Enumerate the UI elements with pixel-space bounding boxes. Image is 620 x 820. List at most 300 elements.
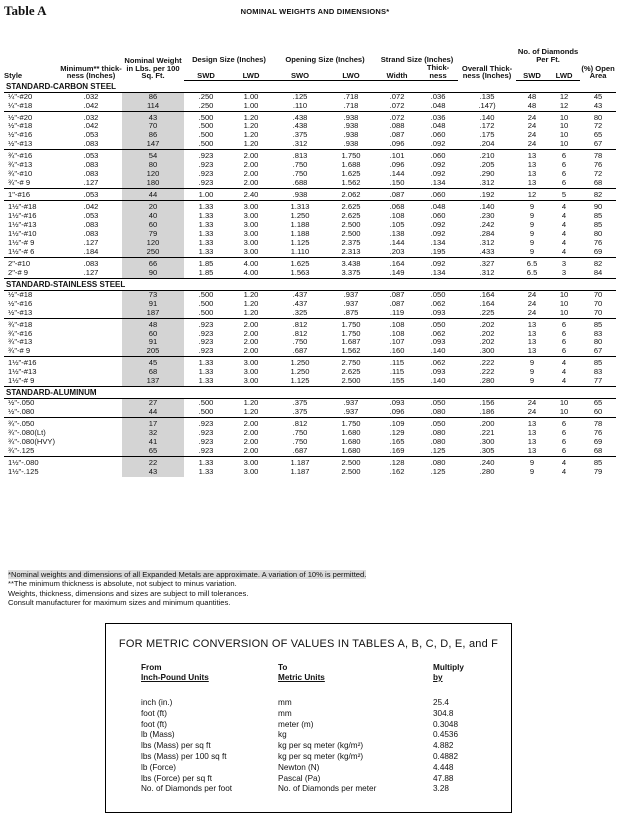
metric-from-units: Inch-Pound Units (141, 673, 209, 682)
cell-sw: 1.33 (198, 376, 214, 386)
cell-lw: 1.20 (243, 298, 259, 308)
cell-width: .203 (389, 246, 405, 256)
cell-lwo: 2.062 (326, 189, 376, 201)
cell-open: 90 (580, 201, 616, 212)
cell-style: ¼"-#20 (8, 91, 33, 101)
cell-sw: .500 (198, 130, 214, 140)
cell-width: .093 (389, 398, 405, 408)
cell-dlwd: 10 (559, 289, 569, 299)
table-row (4, 429, 616, 438)
cell-dlwd: 6 (561, 328, 567, 338)
cell-dswd: 9 (516, 201, 548, 212)
cell-min (60, 368, 122, 377)
cell-swo: 1.125 (290, 237, 310, 247)
metric-from-cell: foot (ft) (141, 719, 167, 729)
cell-min: .184 (83, 246, 99, 256)
cell-overall: .300 (479, 346, 495, 356)
cell-style: ½"-#20 (4, 111, 60, 122)
cell-lw: 1.20 (243, 121, 259, 131)
cell-dlwd: 4 (561, 237, 567, 247)
cell-swo: .437 (292, 298, 308, 308)
cell-swo: 1.563 (290, 267, 310, 277)
cell-wt: 44 (122, 189, 184, 201)
cell-wt: 66 (122, 257, 184, 268)
cell-sw: 1.33 (184, 456, 228, 467)
footnote: Weights, thickness, dimensions and sizes are subject to mill tolerances. (8, 588, 249, 598)
metric-from-cell: lbs (Force) per sq ft (141, 773, 212, 783)
table-row (4, 140, 616, 149)
cell-thick: .080 (418, 456, 458, 467)
cell-lw: 3.00 (243, 376, 259, 386)
cell-thick: .092 (418, 257, 458, 268)
cell-dlwd: 6 (561, 437, 567, 447)
cell-width: .160 (389, 346, 405, 356)
cell-lw: 3.00 (243, 237, 259, 247)
cell-lwo: .718 (343, 91, 359, 101)
cell-lwo: 1.750 (341, 328, 361, 338)
cell-dswd: 24 (527, 407, 537, 417)
cell-dlwd: 6 (561, 178, 567, 188)
cell-dswd: 24 (527, 307, 537, 317)
cell-swo: .325 (292, 307, 308, 317)
cell-min: .032 (60, 111, 122, 122)
cell-swo: 1.250 (274, 357, 326, 368)
cell-width: .165 (389, 437, 405, 447)
cell-sw: .923 (198, 169, 214, 179)
header-strand-size: Strand Size (Inches) (380, 55, 454, 65)
cell-width: .107 (389, 337, 405, 347)
cell-sw: 1.33 (184, 201, 228, 212)
cell-dswd: 9 (529, 466, 535, 476)
cell-style: ¾"-.080(Lt) (8, 428, 46, 438)
cell-swo: .375 (292, 407, 308, 417)
cell-open: 70 (593, 289, 603, 299)
cell-swo: .438 (274, 111, 326, 122)
header-lwd: LWD (228, 64, 274, 80)
cell-wt: 41 (122, 438, 184, 447)
cell-wt: 80 (122, 161, 184, 170)
cell-width: .115 (376, 357, 418, 368)
cell-sw: .923 (184, 318, 228, 329)
cell-overall: .222 (479, 367, 495, 377)
cell-dlwd: 10 (548, 111, 580, 122)
cell-sw: 1.33 (198, 228, 214, 238)
cell-lwo: 1.688 (341, 160, 361, 170)
footnote: *Nominal weights and dimensions of all Expanded Metals are approximate. A variation of 10% is permitted. (8, 570, 367, 579)
cell-dswd: 13 (516, 150, 548, 161)
cell-overall: .205 (479, 160, 495, 170)
cell-thick: .195 (430, 246, 446, 256)
cell-sw: .250 (198, 100, 214, 110)
cell-sw: 1.33 (198, 237, 214, 247)
cell-sw: 1.33 (184, 357, 228, 368)
cell-lw: 2.00 (228, 150, 274, 161)
cell-style: 2"-#10 (4, 257, 60, 268)
table-row (4, 189, 616, 201)
cell-overall: .222 (458, 357, 516, 368)
cell-lw: 2.00 (228, 418, 274, 429)
cell-sw: .923 (198, 160, 214, 170)
cell-dlwd: 6 (561, 446, 567, 455)
cell-min: .083 (83, 160, 99, 170)
cell-wt: 54 (122, 150, 184, 161)
cell-dlwd: 10 (559, 407, 569, 417)
cell-style: ¾"-# 9 (8, 346, 31, 356)
cell-dswd: 48 (527, 100, 537, 110)
section-title: STANDARD-CARBON STEEL (4, 80, 616, 92)
cell-wt: 70 (122, 122, 184, 131)
cell-dswd: 24 (527, 130, 537, 140)
cell-thick: .060 (418, 150, 458, 161)
cell-lw: 2.00 (243, 446, 259, 455)
cell-thick: .080 (430, 407, 446, 417)
header-overall-thickness: Overall Thick- ness (Inches) (461, 63, 513, 81)
cell-dswd: 24 (527, 139, 537, 149)
cell-wt: 250 (122, 248, 184, 257)
table-row (4, 102, 616, 111)
cell-overall: .135 (479, 91, 495, 101)
table-row (4, 438, 616, 447)
cell-lw: 1.20 (243, 139, 259, 149)
cell-overall: .175 (479, 130, 495, 140)
cell-lw: 1.20 (243, 407, 259, 417)
cell-sw: .923 (198, 178, 214, 188)
cell-swo: 1.187 (290, 466, 310, 476)
metric-to-header (278, 663, 325, 683)
cell-style: 1½"-#13 (8, 219, 37, 229)
metric-factor-cell: 0.4882 (433, 751, 459, 761)
cell-open: 69 (593, 437, 603, 447)
cell-width: .101 (376, 150, 418, 161)
cell-width: .128 (376, 456, 418, 467)
cell-style: ¾"-#10 (8, 169, 33, 179)
cell-wt: 27 (122, 399, 184, 408)
cell-min: .083 (83, 139, 99, 149)
cell-thick: .062 (430, 298, 446, 308)
cell-swo: .812 (274, 418, 326, 429)
metric-from-cell: lb (Force) (141, 762, 177, 772)
cell-dswd: 9 (529, 376, 535, 386)
cell-swo: 1.250 (290, 367, 310, 377)
cell-dswd: 9 (529, 237, 535, 247)
cell-style: ½"-.050 (8, 398, 35, 408)
cell-overall: .221 (479, 428, 495, 438)
cell-dswd: 6.5 (526, 267, 538, 277)
cell-lw: 2.00 (243, 346, 259, 356)
table-row (4, 179, 616, 188)
cell-open: 76 (593, 160, 603, 170)
metric-row (106, 752, 511, 763)
cell-thick: .048 (418, 201, 458, 212)
table-row (4, 269, 616, 278)
cell-open: 67 (593, 346, 603, 356)
cell-lw: 2.00 (243, 437, 259, 447)
header-nominal-weight: Nominal Weight in Lbs. per 100 Sq. Ft. (124, 55, 182, 81)
cell-dlwd: 4 (548, 456, 580, 467)
cell-overall: .172 (479, 121, 495, 131)
cell-min (60, 447, 122, 456)
cell-dlwd: 6 (561, 160, 567, 170)
table-row (4, 300, 616, 309)
cell-open: 77 (593, 376, 603, 386)
cell-dlwd: 4 (561, 376, 567, 386)
cell-open: 80 (593, 337, 603, 347)
cell-wt: 120 (122, 239, 184, 248)
cell-sw: .500 (198, 139, 214, 149)
cell-wt: 17 (122, 418, 184, 429)
cell-swo: .812 (292, 328, 308, 338)
cell-open: 80 (580, 111, 616, 122)
cell-lw: 2.40 (228, 189, 274, 201)
cell-dswd: 24 (527, 398, 537, 408)
cell-dlwd: 3 (561, 267, 567, 277)
cell-width: .105 (389, 219, 405, 229)
cell-dlwd: 6 (561, 337, 567, 347)
cell-style: 1½"-# 6 (8, 246, 35, 256)
cell-style: ¾"-.080(HVY) (8, 437, 56, 447)
metric-to-cell: kg (278, 730, 287, 740)
cell-swo: 1.187 (274, 456, 326, 467)
cell-width: .087 (376, 189, 418, 201)
cell-overall: .327 (458, 257, 516, 268)
cell-min: .032 (83, 91, 99, 101)
cell-dlwd: 4 (561, 228, 567, 238)
cell-open: 83 (593, 367, 603, 377)
cell-lwo: 1.750 (326, 318, 376, 329)
cell-width: .096 (389, 160, 405, 170)
cell-swo: 1.250 (290, 211, 310, 221)
metric-from-cell: lb (Mass) (141, 730, 175, 740)
table-row (4, 468, 616, 477)
cell-width: .088 (389, 121, 405, 131)
cell-wt: 114 (122, 102, 184, 111)
cell-width: .108 (376, 318, 418, 329)
cell-lwo: 2.375 (341, 237, 361, 247)
cell-swo: .110 (292, 100, 308, 110)
cell-swo: .750 (292, 160, 308, 170)
cell-min (60, 438, 122, 447)
cell-min (60, 300, 122, 309)
cell-wt: 44 (122, 408, 184, 417)
cell-wt: 43 (122, 111, 184, 122)
cell-lw: 2.00 (243, 178, 259, 188)
cell-lwo: 3.438 (326, 257, 376, 268)
cell-lwo: 2.500 (326, 456, 376, 467)
cell-lwo: 2.500 (341, 219, 361, 229)
cell-thick: .080 (430, 437, 446, 447)
cell-thick: .093 (430, 307, 446, 317)
cell-lw: 3.00 (243, 246, 259, 256)
metric-to-cell: Pascal (Pa) (278, 773, 321, 783)
cell-min (60, 399, 122, 408)
cell-swo: .813 (274, 150, 326, 161)
cell-lwo: 1.562 (341, 178, 361, 188)
cell-sw: 1.33 (198, 466, 214, 476)
cell-open: 70 (593, 298, 603, 308)
table-row (4, 338, 616, 347)
cell-swo: 1.110 (290, 246, 310, 256)
table-row (4, 357, 616, 368)
header-lwo: LWO (326, 64, 376, 80)
cell-dswd: 13 (527, 346, 537, 356)
cell-thick: .092 (430, 160, 446, 170)
table-label: Table A (4, 3, 47, 18)
cell-wt: 137 (122, 377, 184, 386)
cell-min (60, 418, 122, 429)
cell-lw: 2.00 (243, 160, 259, 170)
cell-lwo: .937 (343, 289, 359, 299)
cell-overall: .225 (479, 307, 495, 317)
table-row (4, 408, 616, 417)
cell-overall: .164 (479, 289, 495, 299)
cell-style: ½"-#18 (8, 289, 33, 299)
cell-style: 1"-#16 (4, 189, 60, 201)
cell-sw: .500 (198, 307, 214, 317)
cell-open: 78 (580, 418, 616, 429)
cell-swo: .812 (274, 318, 326, 329)
cell-thick: .093 (430, 337, 446, 347)
cell-swo: 1.188 (290, 228, 310, 238)
cell-wt: 48 (122, 318, 184, 329)
cell-thick: .125 (430, 446, 446, 455)
metric-factor-cell: 4.448 (433, 762, 454, 772)
cell-style: 1½"-#18 (4, 201, 60, 212)
cell-dlwd: 4 (561, 466, 567, 476)
cell-width: .087 (389, 130, 405, 140)
table-row (4, 290, 616, 299)
cell-width: .169 (389, 446, 405, 455)
header-design-size: Design Size (Inches) (192, 55, 266, 65)
metric-row (106, 730, 511, 741)
cell-style: 1½"-.125 (8, 466, 39, 476)
cell-lw: 1.20 (243, 289, 259, 299)
cell-wt: 187 (122, 309, 184, 318)
cell-dswd: 13 (516, 418, 548, 429)
cell-open: 85 (580, 456, 616, 467)
cell-lwo: 2.625 (326, 201, 376, 212)
cell-lw: 2.00 (243, 337, 259, 347)
metric-row (106, 720, 511, 731)
cell-min: .083 (83, 169, 99, 179)
metric-conversion-box (105, 623, 512, 813)
metric-to-cell: meter (m) (278, 719, 314, 729)
cell-lw: 1.20 (243, 307, 259, 317)
cell-wt: 147 (122, 140, 184, 149)
metric-row (106, 709, 511, 720)
cell-min: .042 (83, 100, 99, 110)
cell-lw: 3.00 (243, 466, 259, 476)
cell-lw: 2.00 (243, 428, 259, 438)
metric-factor-cell: 25.4 (433, 698, 449, 707)
cell-min (60, 377, 122, 386)
cell-dlwd: 4 (548, 201, 580, 212)
header-thickness: Thick- ness (418, 64, 458, 80)
cell-overall: .200 (458, 418, 516, 429)
header-diamonds-swd: SWD (516, 64, 548, 80)
cell-swo: 1.125 (290, 376, 310, 386)
cell-swo: .312 (292, 139, 308, 149)
cell-thick: .134 (430, 267, 446, 277)
cell-dswd: 6.5 (516, 257, 548, 268)
cell-dlwd: 4 (548, 357, 580, 368)
cell-lw: 4.00 (228, 257, 274, 268)
cell-thick: .062 (418, 357, 458, 368)
cell-dlwd: 6 (561, 346, 567, 356)
cell-lwo: .937 (343, 398, 359, 408)
section-header-row (4, 387, 616, 399)
cell-sw: 1.33 (198, 211, 214, 221)
cell-lw: 1.20 (243, 130, 259, 140)
cell-style: ¾"-#13 (8, 337, 33, 347)
cell-overall: .140 (458, 201, 516, 212)
cell-dlwd: 4 (561, 246, 567, 256)
cell-dswd: 9 (529, 228, 535, 238)
cell-min: .083 (83, 228, 99, 238)
cell-swo: .750 (292, 337, 308, 347)
cell-swo: .437 (292, 289, 308, 299)
cell-overall: .433 (479, 246, 495, 256)
cell-width: .138 (389, 228, 405, 238)
cell-open: 79 (593, 466, 603, 476)
cell-dswd: 13 (527, 328, 537, 338)
cell-lw: 2.00 (228, 318, 274, 329)
table-row (4, 447, 616, 456)
cell-open: 65 (593, 130, 603, 140)
header-min-thickness: Minimum** thick- ness (Inches) (60, 63, 122, 81)
header-width: Width (376, 64, 418, 80)
cell-thick: .134 (430, 178, 446, 188)
cell-lwo: 2.750 (326, 357, 376, 368)
cell-open: 83 (593, 328, 603, 338)
table-row (4, 368, 616, 377)
cell-open: 80 (593, 228, 603, 238)
cell-lw: 2.00 (243, 328, 259, 338)
header-diamonds-lwd: LWD (548, 64, 580, 80)
cell-swo: .687 (292, 446, 308, 455)
cell-open: 84 (593, 267, 603, 277)
cell-width: .144 (389, 169, 405, 179)
cell-lw: 3.00 (243, 367, 259, 377)
cell-thick: .125 (430, 466, 446, 476)
cell-min: .053 (83, 211, 99, 221)
metric-to-cell: mm (278, 698, 292, 707)
cell-swo: .750 (292, 428, 308, 438)
cell-open: 65 (593, 398, 603, 408)
cell-lwo: 3.375 (341, 267, 361, 277)
cell-width: .096 (389, 139, 405, 149)
cell-style: ¾"-#16 (4, 150, 60, 161)
cell-lwo: .938 (326, 111, 376, 122)
cell-min (60, 456, 122, 467)
cell-min: .083 (60, 257, 122, 268)
cell-thick: .060 (418, 189, 458, 201)
cell-width: .096 (389, 407, 405, 417)
cell-dlwd: 12 (559, 100, 569, 110)
section-title: STANDARD-STAINLESS STEEL (4, 278, 616, 290)
cell-lw: 1.00 (243, 100, 259, 110)
cell-dlwd: 10 (559, 139, 569, 149)
cell-min: .083 (83, 219, 99, 229)
cell-thick: .080 (430, 428, 446, 438)
cell-open: 82 (580, 189, 616, 201)
cell-overall: .147) (478, 100, 496, 110)
cell-lwo: .938 (343, 139, 359, 149)
cell-sw: .923 (198, 428, 214, 438)
header-swo: SWO (274, 64, 326, 80)
cell-overall: .186 (479, 407, 495, 417)
footnote: Consult manufacturer for maximum sizes and minimum quantities. (8, 598, 231, 608)
cell-min (60, 468, 122, 477)
